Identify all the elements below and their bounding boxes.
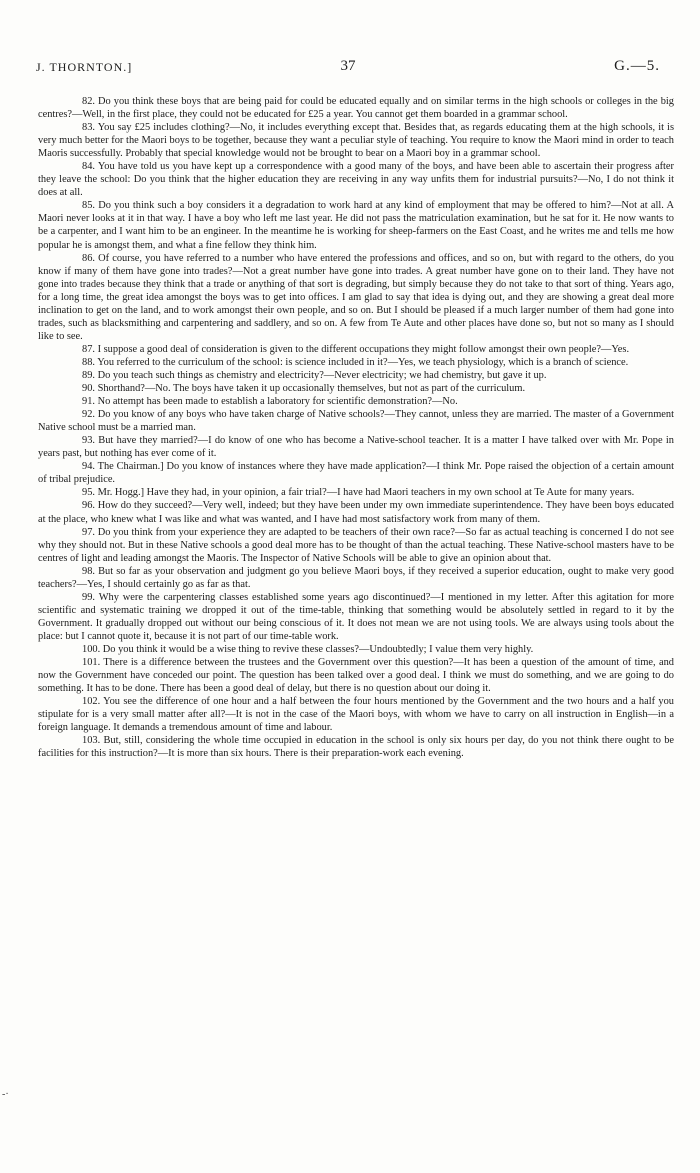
question-87: 87. I suppose a good deal of consideration is given to the different occupations they might follow amongst their own people?—Yes.: [82, 343, 630, 355]
testimony-body: [38, 95, 674, 760]
question-101: 101. There is a difference between the trustees and the Government over this question?—It has been a question of the amount of time, and now the Government have conceded our point. The question has been talked over a good deal. I think we must do something, and we are going to do something. It has to be done. There has been a good deal of delay, but there is no question about our doing it.: [38, 657, 674, 695]
question-95: 95. Mr. Hogg.] Have they had, in your opinion, a fair trial?—I have had Maori teachers in my own school at Te Aute for many years.: [82, 487, 635, 499]
question-82: 82. Do you think these boys that are being paid for could be educated equally and on similar terms in the high schools or colleges in the big centres?—Well, in the first place, they could not be educated for £25 a year. You cannot get them boarded in a grammar school.: [38, 96, 674, 121]
question-103: 103. But, still, considering the whole time occupied in education in the school is only six hours per day, do you not think there ought to be facilities for this instruction?—It is more than six hours. There is their preparation-work each evening.: [38, 735, 674, 760]
question-100: 100. Do you think it would be a wise thing to revive these classes?—Undoubtedly; I value them very highly.: [82, 643, 534, 655]
question-85: 85. Do you think such a boy considers it a degradation to work hard at any kind of employment that may be offered to him?—Not at all. A Maori never looks at it in that way. I have a boy who left me last year. He did not pass the matriculation examination, but he sat for it. He now wants to be a carpenter, and I want him to be an engineer. In the meantime he is working for sheep-farmers on the East Coast, and he writes me and tells me how popular he is amongst them, and what a fine fellow they think him.: [38, 200, 674, 251]
question-96: 96. How do they succeed?—Very well, indeed; but they have been under my own immediate superintendence. They have been boys educated at the place, who knew what I was like and what was wanted, and I have had most satisfactory work from many of them.: [38, 500, 674, 525]
question-92: 92. Do you know of any boys who have taken charge of Native schools?—They cannot, unless they are married. The master of a Government Native school must be a married man.: [38, 409, 674, 434]
question-97: 97. Do you think from your experience they are adapted to be teachers of their own race?—So far as actual teaching is concerned I do not see why they should not. But in these Native schools a good deal more has to be thought of than the actual teaching. These Native-school masters have to be centres of light and leading amongst the Maoris. The Inspector of Native Schools will be able to give an opinion about that.: [38, 526, 674, 564]
question-102: 102. You see the difference of one hour and a half between the four hours mentioned by the Government and the two hours and a half you stipulate for is a very small matter after all?—It is not in the case of the Maori boys, with whom we have to carry on all instruction in English—in a foreign language. It demands a tremendous amount of time and labour.: [38, 696, 674, 734]
question-93: 93. But have they married?—I do know of one who has become a Native-school teacher. It is a matter I have talked over with Mr. Pope in years past, but nothing has ever come of it.: [38, 435, 674, 460]
question-98: 98. But so far as your observation and judgment go you believe Maori boys, if they received a superior education, ought to make very good teachers?—Yes, I should certainly go as far as that.: [38, 565, 674, 590]
question-84: 84. You have told us you have kept up a correspondence with a good many of the boys, and have been able to ascertain their progress after they leave the school: Do you think that the higher education they are receiving in any way unfits them for industrial pursuits?—No, I do not think it does at all.: [38, 161, 674, 199]
question-99: 99. Why were the carpentering classes established some years ago discontinued?—I mentioned in my letter. After this agitation for more scientific and systematic training we dropped it out of the time-table, thinking that something would be absolutely settled in regard to it by the Government. It gradually dropped out without our being conscious of it. It does not mean we are not using tools. We are always using tools about the place: but I cannot quote it, because it is not part of our time-table work.: [38, 591, 674, 642]
question-90: 90. Shorthand?—No. The boys have taken it up occasionally themselves, but not as part of the curriculum.: [82, 383, 526, 395]
header-witness-name: J. THORNTON.]: [36, 60, 133, 74]
question-94: 94. The Chairman.] Do you know of instances where they have made application?—I think Mr. Pope raised the objection of a certain amount of tribal prejudice.: [38, 461, 674, 486]
page-number: 37: [340, 58, 356, 74]
question-83: 83. You say £25 includes clothing?—No, it includes everything except that. Besides that, as regards educating them at the high schools, it is very much better for the Maori boys to be together, because they want a peculiar style of teaching. You require to know the Maori mind in order to teach Maoris successfully. Probably that special knowledge would not be brought to bear on a Maori boy in a grammar school.: [38, 122, 674, 160]
margin-mark: -·: [2, 1089, 9, 1100]
document-reference: G.—5.: [614, 58, 660, 74]
question-89: 89. Do you teach such things as chemistry and electricity?—Never electricity; we had chemistry, but gave it up.: [82, 369, 547, 381]
question-86: 86. Of course, you have referred to a number who have entered the professions and offices, and so on, but with regard to the others, do you know if many of them have gone into trades?—Not a great number have gone into trades. A great number have gone on to their land. They have not gone into trades because they think that a trade or anything of that sort is degrading, but simply because they do not take to that sort of thing. Years ago, for a long time, the great idea amongst the boys was to get into offices. I am glad to say that idea is dying out, and they are showing a great deal more inclination to get on the land, and to work amongst their own people, and so on. But I should be pleased if a much larger number of them had gone into trades, such as blacksmithing and carpentering and saddlery, and so on. A few from Te Aute and other places have done so, but not so many as I should like to see.: [38, 252, 674, 342]
question-88: 88. You referred to the curriculum of the school: is science included in it?—Yes, we teach physiology, which is a branch of science.: [82, 356, 629, 368]
page-header: [36, 58, 660, 80]
question-91: 91. No attempt has been made to establish a laboratory for scientific demonstration?—No.: [82, 396, 458, 408]
